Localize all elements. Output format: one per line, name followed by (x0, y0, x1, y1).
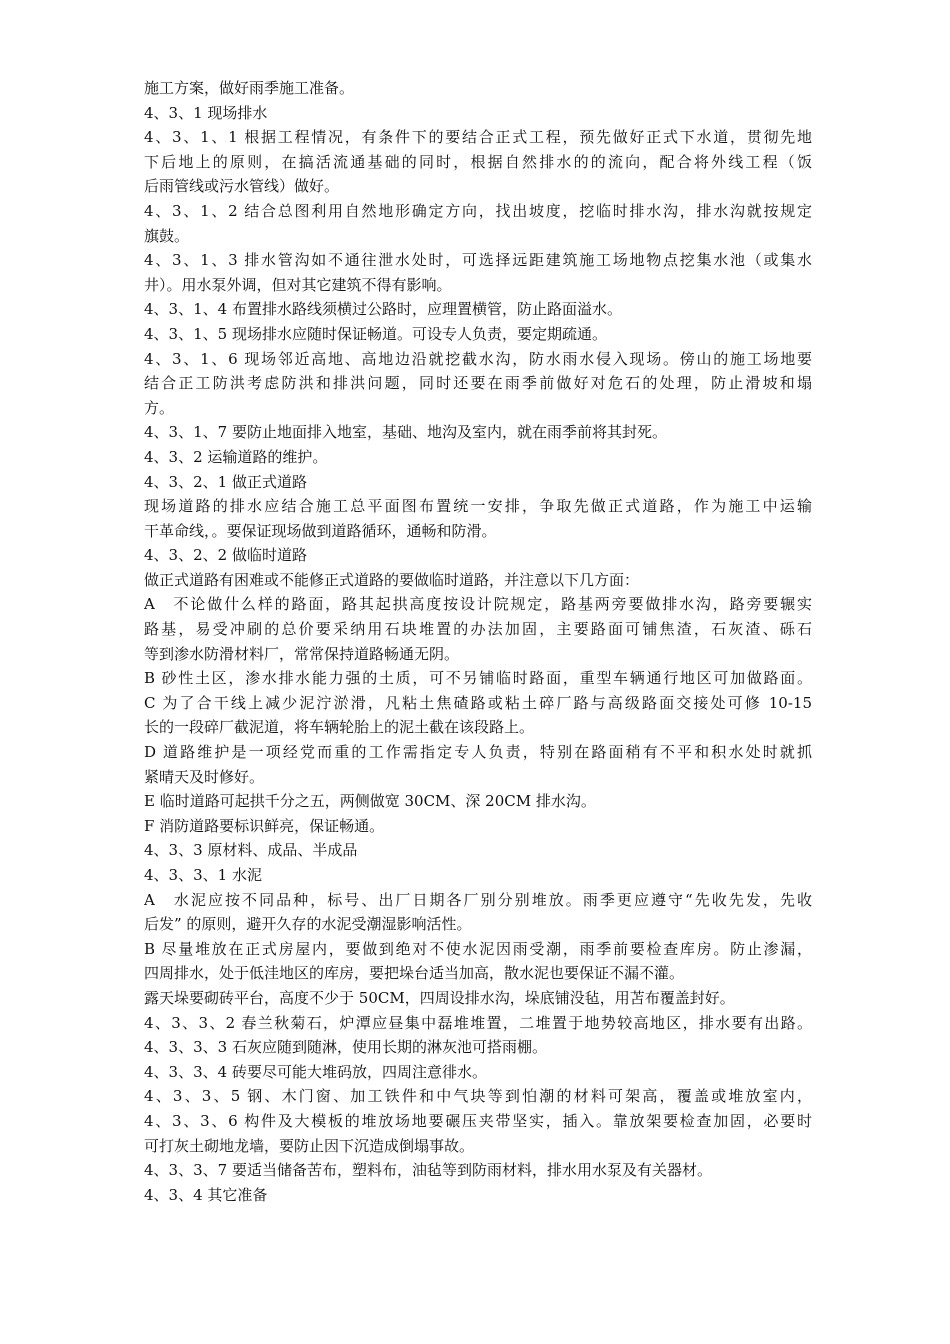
text-line: C 为了合干线上减少泥泞淤滑，凡粘土焦碴路或粘土碎厂路与高级路面交接处可修 10-15 (144, 693, 812, 712)
text-line: 4、3、1 现场排水 (144, 103, 268, 122)
text-line: 旗鼓。 (144, 226, 190, 245)
text-line: 4、3、2、2 做临时道路 (144, 546, 307, 565)
text-line: E 临时道路可起拱千分之五，两侧做宽 30CM、深 20CM 排水沟。 (144, 792, 596, 811)
text-line: 4、3、2、1 做正式道路 (144, 472, 307, 491)
text-line: 4、3、2 运输道路的维护。 (144, 447, 328, 466)
text-line: 4、3、3 原材料、成品、半成品 (144, 841, 358, 860)
text-line: 露天垛要砌砖平台，高度不少于 50CM，四周设排水沟，垛底铺没毡，用苫布覆盖封好。 (144, 988, 735, 1007)
text-line: 方。 (144, 398, 175, 417)
text-line: 后发” 的原则，避开久存的水泥受潮湿影响活性。 (144, 915, 472, 934)
text-line: 施工方案，做好雨季施工准备。 (144, 79, 355, 97)
text-line: 紧晴天及时修好。 (144, 767, 265, 786)
text-line: 4、3、1、2 结合总图利用自然地形确定方向，找出坡度，挖临时排水沟，排水沟就按规定 (144, 201, 812, 220)
text-line: 等到渗水防滑材料厂，常常保持道路畅通无阴。 (144, 644, 460, 663)
text-line: 结合正工防洪考虑防洪和排洪问题，同时还要在雨季前做好对危石的处理，防止滑坡和塌 (144, 374, 812, 393)
text-line: 4、3、1、3 排水管沟如不通往泄水处时，可选择远距建筑施工场地物点挖集水池（或集水 (144, 251, 812, 270)
text-line: 做正式道路有困难或不能修正式道路的要做临时道路，并注意以下几方面： (144, 570, 640, 589)
text-line: 4、3、3、7 要适当储备苦布，塑料布，油毡等到防雨材料，排水用水泵及有关器材。 (144, 1161, 712, 1180)
text-line: 4、3、3、4 砖要尽可能大堆码放，四周注意徘水。 (144, 1062, 487, 1081)
text-line: B 砂性土区，渗水排水能力强的土质，可不另铺临时路面，重型车辆通行地区可加做路面。 (144, 669, 812, 688)
text-line: 干革命线，。要保证现场做到道路循环，通畅和防滑。 (144, 521, 497, 540)
text-line: 4、3、3、3 石灰应随到随淋，使用长期的淋灰池可搭雨棚。 (144, 1038, 547, 1057)
text-line: 后雨管线或污水管线）做好。 (144, 177, 340, 196)
text-line: 4、3、3、6 构件及大模板的堆放场地要碾压夹带坚实，插入。靠放架要检查加固，必要时 (144, 1111, 812, 1130)
text-line: 4、3、1、6 现场邻近高地、高地边沿就挖截水沟，防水雨水侵入现场。傍山的施工场地要 (144, 349, 812, 368)
text-line: 4、3、3、2 春兰秋菊石，炉潭应昼集中磊堆堆置，二堆置于地势较高地区，排水要有出路。 (144, 1013, 812, 1032)
text-line: 路基，易受冲刷的总价要采纳用石块堆置的办法加固，主要路面可铺焦渣，石灰渣、砾石 (144, 620, 812, 639)
text-line: 长的一段碎厂截泥道，将车辆轮胎上的泥土截在该段路上。 (144, 718, 535, 737)
text-line: D 道路维护是一项经党而重的工作需指定专人负责，特别在路面稍有不平和积水处时就抓 (144, 743, 812, 762)
text-line: A 不论做什么样的路面，路其起拱高度按设计院规定，路基两旁要做排水沟，路旁要辗实 (144, 595, 812, 614)
document-body (144, 76, 812, 1207)
text-line: 四周排水，处于低洼地区的库房，要把垛台适当加高，散水泥也要保证不漏不灌。 (144, 964, 685, 983)
text-line: 4、3、1、7 要防止地面排入地室，基础、地沟及室内，就在雨季前将其封死。 (144, 423, 667, 442)
text-line: 可打灰土砌地龙墙，要防止因下沉造成倒塌事故。 (144, 1136, 475, 1155)
text-line: 井）。用水泵外调，但对其它建筑不得有影响。 (144, 275, 452, 294)
text-line: 4、3、3、1 水泥 (144, 866, 262, 884)
text-line: 4、3、4 其它准备 (144, 1185, 268, 1204)
text-line: 4、3、1、1 根据工程情况，有条件下的要结合正式工程，预先做好正式下水道，贯彻先地 (144, 128, 812, 147)
text-line: A 水泥应按不同品种，标号、出厂日期各厂别分别堆放。雨季更应遵守“先收先发，先收 (144, 890, 812, 909)
text-line: 4、3、1、4 布置排水路线须横过公路时，应理置横管，防止路面溢水。 (144, 300, 622, 319)
text-line: 4、3、1、5 现场排水应随时保证畅道。可设专人负责，要定期疏通。 (144, 324, 607, 343)
text-line: B 尽量堆放在正式房屋内，要做到绝对不使水泥因雨受潮，雨季前要检查库房。防止渗漏， (144, 939, 812, 958)
text-line: 4、3、3、5 钢、木门窗、加工铁件和中气块等到怕潮的材料可架高，覆盖或堆放室内， (144, 1087, 812, 1106)
text-line: 现场道路的排水应结合施工总平面图布置统一安排，争取先做正式道路，作为施工中运输 (144, 497, 812, 516)
text-line: 下后地上的原则，在搞活流通基础的同时，根据自然排水的的流向，配合将外线工程（饭 (144, 152, 812, 171)
text-line: F 消防道路要标识鲜亮，保证畅通。 (144, 816, 385, 835)
